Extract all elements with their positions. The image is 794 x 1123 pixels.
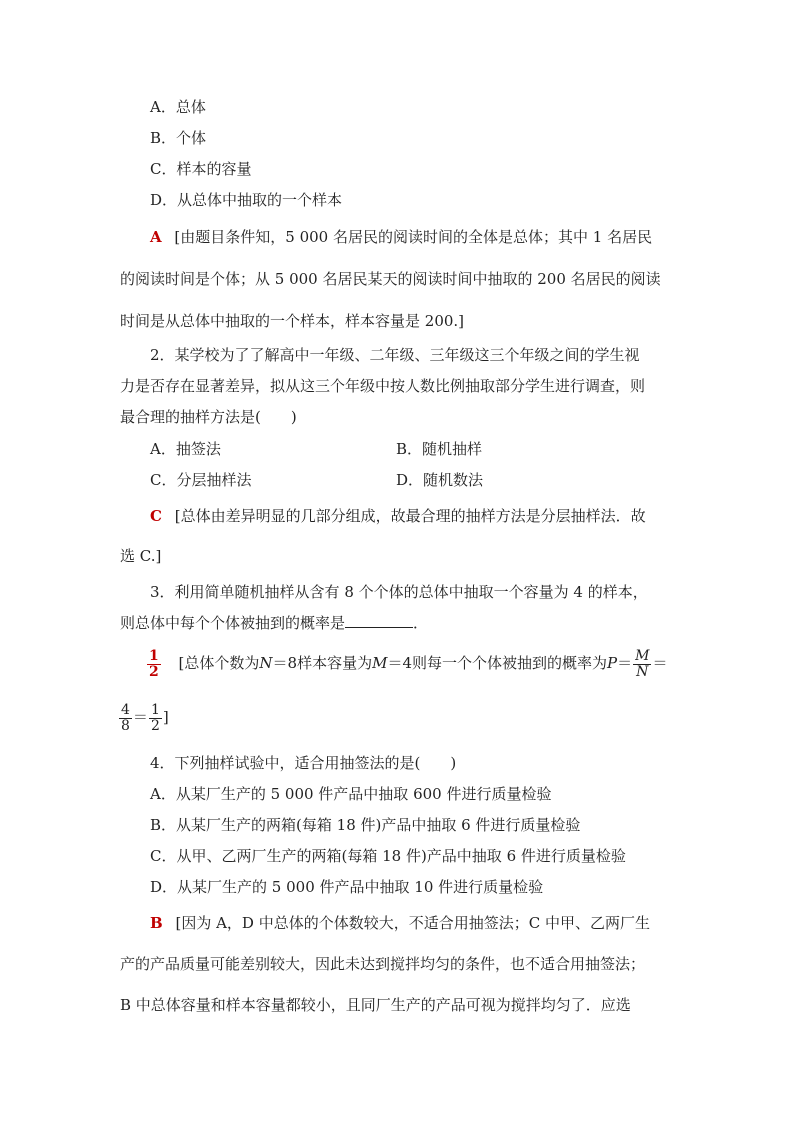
q2-option-b: B．随机抽样 [396, 440, 483, 458]
q3-eq-3: ＝ [132, 708, 148, 726]
q1-explanation-3: 时间是从总体中抽取的一个样本，样本容量是 200.] [120, 312, 465, 330]
q2-option-d: D．随机数法 [396, 471, 484, 489]
q3-eq-n: ＝8 [272, 654, 298, 672]
q3-eq-1: ＝ [617, 654, 633, 672]
q2-stem-1: 2．某学校为了了解高中一年级、二年级、三年级这三个年级之间的学生视 [150, 346, 640, 364]
q3-answer-line [146, 648, 667, 680]
q3-eq-m: ＝4 [387, 654, 412, 672]
q3-var-m: M [372, 654, 388, 672]
q3-answer-den: 2 [149, 663, 159, 680]
q4-explanation-1: [因为 A，D 中总体的个体数较大，不适合用抽签法；C 中甲、乙两厂生 [175, 914, 650, 932]
q4-stem: 4．下列抽样试验中，适合用抽签法的是( ) [150, 754, 457, 772]
q2-explanation-1: [总体由差异明显的几部分组成，故最合理的抽样方法是分层抽样法．故 [174, 507, 646, 525]
q3-fraction-4-over-8: $\frac{4}{8}$ [121, 701, 130, 734]
q2-stem-3: 最合理的抽样方法是( ) [120, 408, 297, 426]
q3-fraction-m-over-n [633, 649, 651, 680]
q2-answer-line [150, 506, 646, 526]
q1-option-c: C．样本的容量 [150, 160, 252, 178]
q3-f1-den: N [636, 663, 649, 680]
q2-answer-letter: C [150, 507, 162, 525]
q2-option-c: C．分层抽样法 [150, 471, 252, 489]
q3-stem-1: 3．利用简单随机抽样从含有 8 个个体的总体中抽取一个容量为 4 的样本， [150, 583, 648, 601]
q3-close-bracket: ] [162, 708, 169, 726]
q4-option-d: D．从某厂生产的 5 000 件产品中抽取 10 件进行质量检验 [150, 878, 544, 896]
q2-explanation-2: 选 C.] [120, 547, 162, 565]
q3-expl-a: [总体个数为 [178, 654, 260, 672]
q3-stem-end: ． [413, 614, 429, 632]
q2-stem-2: 力是否存在显著差异，拟从这三个年级中按人数比例抽取部分学生进行调查，则 [120, 377, 646, 395]
q3-answer-num: 1 [149, 647, 159, 664]
q1-option-b: B．个体 [150, 129, 207, 147]
q3-explanation-end [118, 702, 169, 734]
q4-option-c: C．从甲、乙两厂生产的两箱(每箱 18 件)产品中抽取 6 件进行质量检验 [150, 847, 626, 865]
q3-answer-blank [345, 613, 413, 628]
q3-eq-2: ＝ [652, 654, 668, 672]
q4-answer-letter: B [150, 914, 163, 932]
q3-f1-num: M [635, 647, 650, 664]
q3-var-n: N [259, 654, 273, 672]
q3-stem-2-text: 则总体中每个个体被抽到的概率是 [120, 614, 346, 632]
q1-explanation-2: 的阅读时间是个体；从 5 000 名居民某天的阅读时间中抽取的 200 名居民的阅读 [120, 270, 661, 288]
q4-explanation-3: B 中总体容量和样本容量都较小，且同厂生产的产品可视为搅拌均匀了．应选 [120, 996, 631, 1014]
q1-option-a: A．总体 [150, 98, 206, 116]
q3-expl-c: 则每一个个体被抽到的概率为 [411, 654, 607, 672]
q4-option-a: A．从某厂生产的 5 000 件产品中抽取 600 件进行质量检验 [150, 785, 552, 803]
q1-answer-line [150, 227, 652, 247]
q4-option-b: B．从某厂生产的两箱(每箱 18 件)产品中抽取 6 件进行质量检验 [150, 816, 581, 834]
q3-fraction-1-over-2: $\frac{1}{2}$ [150, 701, 160, 734]
q3-stem-2 [120, 613, 428, 633]
q3-answer-fraction [147, 649, 161, 680]
q1-answer-letter: A [150, 228, 162, 246]
q3-expl-b: 样本容量为 [297, 654, 373, 672]
q4-explanation-2: 产的产品质量可能差别较大，因此未达到搅拌均匀的条件，也不适合用抽签法； [120, 955, 646, 973]
q4-answer-line [150, 913, 650, 933]
q1-explanation-1: [由题目条件知，5 000 名居民的阅读时间的全体是总体；其中 1 名居民 [174, 228, 653, 246]
q2-option-a: A．抽签法 [150, 440, 221, 458]
q3-var-p: P [607, 654, 618, 672]
q1-option-d: D．从总体中抽取的一个样本 [150, 191, 343, 209]
